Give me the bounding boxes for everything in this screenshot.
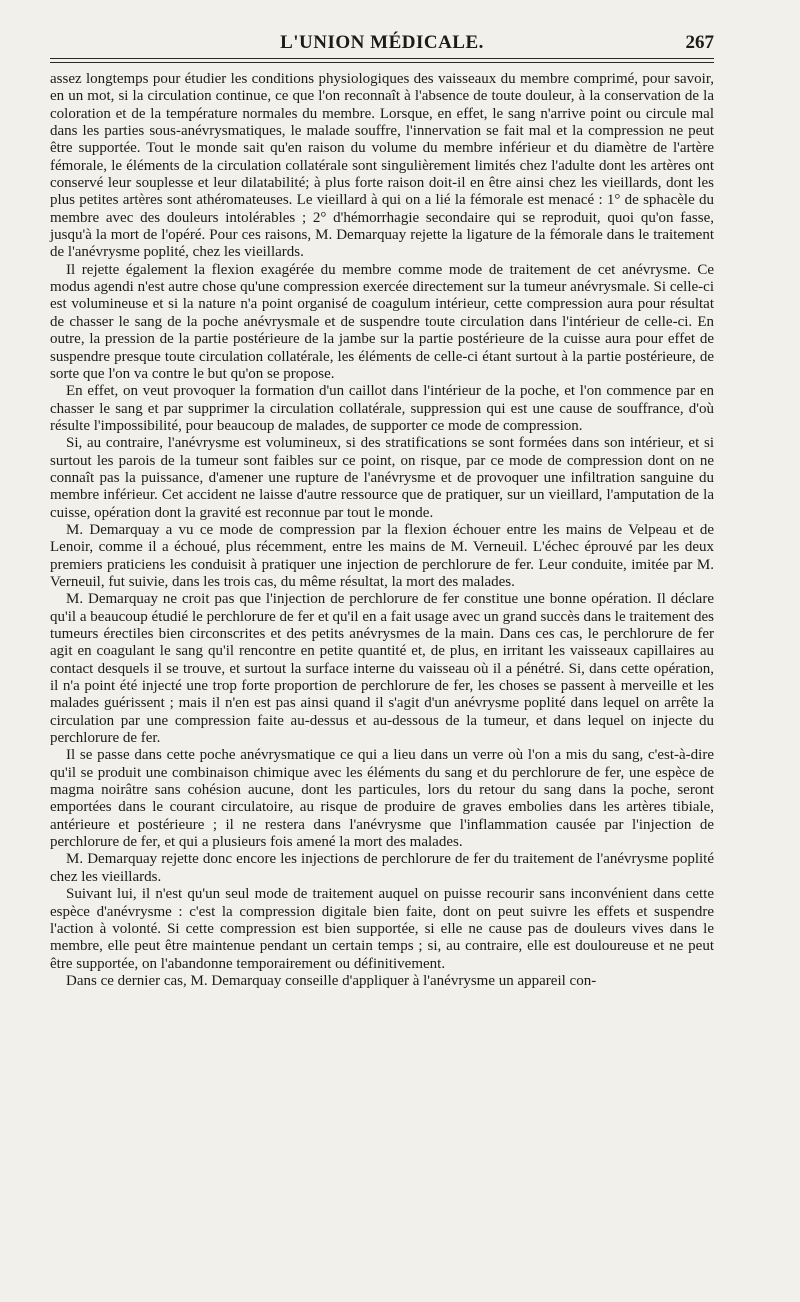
- header-rule: [50, 62, 714, 63]
- paragraph: Si, au contraire, l'anévrysme est volumineux, si des stratifications se sont formées dans son intérieur, et si surtout les parois de la tumeur sont faibles sur ce point, on risque, par ce mode de compression dont on ne connaît pas la puissance, d'amener une rupture de l'anévrysme et de provoquer une infiltration sanguine du membre inférieur. Cet accident ne laisse d'autre ressource que de pratiquer, sur un vieillard, l'amputation de la cuisse, opération dont la gravité est reconnue par tout le monde.: [50, 435, 714, 521]
- page-number: 267: [685, 32, 714, 53]
- paragraph: M. Demarquay a vu ce mode de compression par la flexion échouer entre les mains de Velpeau et de Lenoir, comme il a échoué, plus récemment, entre les mains de M. Verneuil. L'échec éprouvé par les deux premiers praticiens les conduisit à pratiquer une injection de perchlorure de fer. Leur conduite, imitée par M. Verneuil, fut suivie, dans les trois cas, du même résultat, la mort des malades.: [50, 521, 714, 590]
- paragraph: Il se passe dans cette poche anévrysmatique ce qui a lieu dans un verre où l'on a mis du sang, c'est-à-dire qu'il se produit une combinaison chimique avec les éléments du sang et du perchlorure de fer, une espèce de magma noirâtre sans cohésion aucune, dont les particules, lors du retour du sang dans la poche, seront emportées dans le courant circulatoire, au risque de produire de graves embolies dans les artères tibiale, antérieure et postérieure ; il ne restera dans l'anévrysme que l'inflammation causée par l'injection de perchlorure de fer, et qui a plusieurs fois amené la mort des malades.: [50, 747, 714, 851]
- running-header: [50, 28, 714, 59]
- article-body: [50, 71, 714, 990]
- paragraph: Dans ce dernier cas, M. Demarquay conseille d'appliquer à l'anévrysme un appareil con-: [66, 972, 597, 989]
- paragraph: En effet, on veut provoquer la formation d'un caillot dans l'intérieur de la poche, et l'on commence par en chasser le sang et par supprimer la circulation collatérale, suppression qui est une cause de souffrance, d'où résulte l'impossibilité, pour beaucoup de malades, de supporter ce mode de compression.: [50, 383, 714, 434]
- paragraph: Suivant lui, il n'est qu'un seul mode de traitement auquel on puisse recourir sans inconvénient dans cette espèce d'anévrysme : c'est la compression digitale bien faite, dont on peut suivre les effets et suspendre l'action à volonté. Si cette compression est bien supportée, si elle ne cause pas de douleurs vives dans le membre, elle peut être maintenue pendant un certain temps ; si, au contraire, elle est douloureuse et ne peut être supportée, on l'abandonne temporairement ou définitivement.: [50, 886, 714, 972]
- paragraph: Il rejette également la flexion exagérée du membre comme mode de traitement de cet anévrysme. Ce modus agendi n'est autre chose qu'une compression exercée directement sur la tumeur anévrysmale. Si celle-ci est volumineuse et si la nature n'a point organisé de coagulum intérieur, cette compression aura pour résultat de chasser le sang de la poche anévrysmale et de suspendre toute circulation dans l'intérieur de celle-ci. En outre, la pression de la partie postérieure de la jambe sur la partie postérieure de la cuisse aura pour effet de suspendre presque toute circulation collatérale, les éléments de celle-ci étant surtout à la partie postérieure, de sorte que l'on va contre le but qu'on se propose.: [50, 261, 714, 382]
- paragraph: M. Demarquay ne croit pas que l'injection de perchlorure de fer constitue une bonne opération. Il déclare qu'il a beaucoup étudié le perchlorure de fer et qu'il en a fait usage avec un grand succès dans le traitement des tumeurs érectiles bien circonscrites et des petits anévrysmes de la main. Dans ces cas, le perchlorure de fer agit en coagulant le sang qu'il rencontre en petite quantité et, de plus, en irritant les vaisseaux capillaires au contact desquels il se trouve, et surtout la surface interne du vaisseau où il a pénétré. Si, dans cette opération, il n'a point été injecté une trop forte proportion de perchlorure de fer, les choses se passent à merveille et les malades guérissent ; mais il n'en est pas ainsi quand il s'agit d'un anévrysme poplité dans lequel on arrête la circulation par une compression faite au-dessus et au-dessous de la tumeur, et dans lequel on injecte du perchlorure de fer.: [50, 591, 714, 747]
- paragraph: assez longtemps pour étudier les conditions physiologiques des vaisseaux du membre comprimé, pour savoir, en un mot, si la circulation continue, ce que l'on reconnaît à l'absence de toute douleur, à la conservation de la coloration et de la température normales du membre. Lorsque, en effet, le sang n'arrive point ou circule mal dans les parties sous-anévrysmatiques, le malade souffre, l'innervation se fait mal et la compression ne peut être supportée. Tout le monde sait qu'en raison du volume du membre inférieur et du diamètre de l'artère fémorale, le éléments de la circulation collatérale sont singulièrement limités chez l'adulte dont les artères ont conservé leur souplesse et leur dilatabilité; à plus forte raison doit-il en être ainsi chez les vieillards, dont les plus petites artères sont athéromateuses. Le vieillard à qui on a lié la fémorale est menacé : 1° de sphacèle du membre avec des douleurs intolérables ; 2° d'hémorrhagie secondaire qui se reproduit, quoi qu'on fasse, jusqu'à la mort de l'opéré. Pour ces raisons, M. Demarquay rejette la ligature de la fémorale dans le traitement de l'anévrysme poplité, chez les vieillards.: [50, 71, 714, 261]
- paragraph: M. Demarquay rejette donc encore les injections de perchlorure de fer du traitement de l'anévrysme poplité chez les vieillards.: [50, 851, 714, 885]
- journal-title: L'UNION MÉDICALE.: [280, 32, 484, 53]
